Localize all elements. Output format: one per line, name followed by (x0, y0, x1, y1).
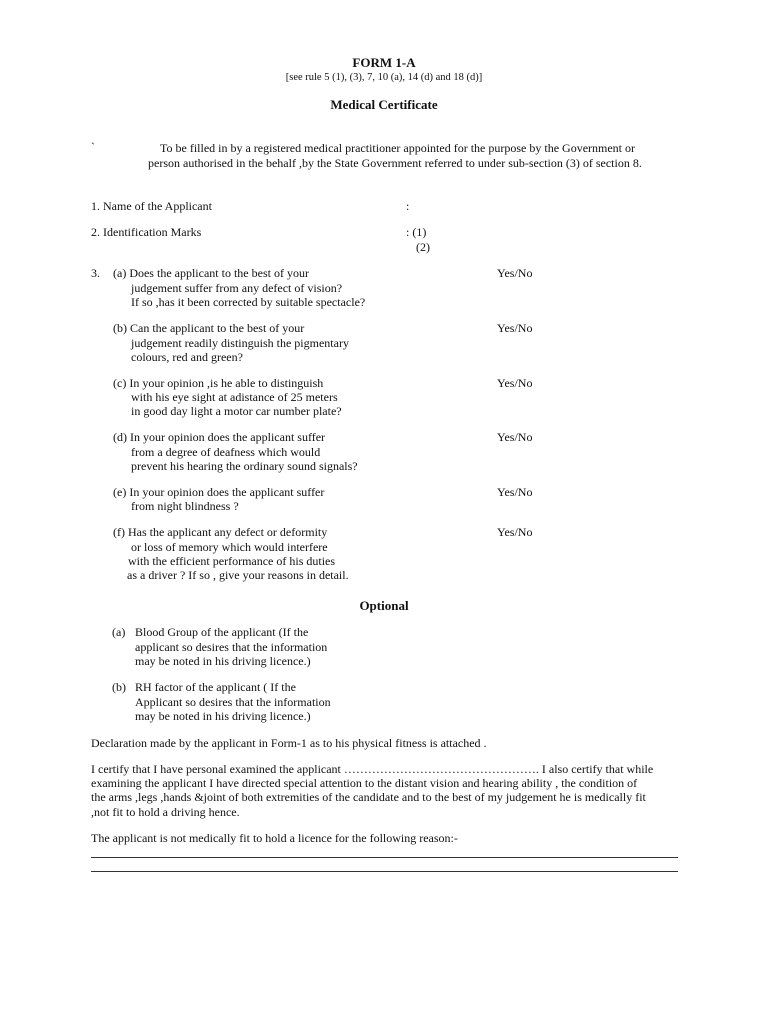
question-line: (b) Can the applicant to the best of your (113, 321, 305, 335)
question-line: from night blindness ? (131, 499, 239, 513)
intro-line-2: person authorised in the behalf ,by the State Government referred to under sub-section (3) of section 8. (148, 156, 642, 170)
certify-line: I certify that I have personal examined the applicant …………………………………………. I also certify that while (91, 762, 654, 776)
intro-line-1: To be filled in by a registered medical practitioner appointed for the purpose by the Government or (160, 141, 636, 155)
optional-line: may be noted in his driving licence.) (135, 709, 311, 723)
question-line: colours, red and green? (131, 350, 243, 364)
document-title: Medical Certificate (330, 97, 438, 112)
answer-yes-no: Yes/No (497, 485, 533, 499)
optional-a-label: (a) (112, 625, 126, 639)
question-line: judgement readily distinguish the pigmentary (131, 336, 349, 350)
optional-line: may be noted in his driving licence.) (135, 654, 311, 668)
answer-yes-no: Yes/No (497, 266, 533, 280)
certify-line: ,not fit to hold a driving hence. (91, 805, 240, 819)
question-line: (d) In your opinion does the applicant suffer (113, 430, 326, 444)
optional-line: RH factor of the applicant ( If the (135, 680, 296, 694)
declaration-text: Declaration made by the applicant in Form-1 as to his physical fitness is attached . (91, 736, 487, 750)
identification-mark-1: : (1) (406, 225, 427, 239)
question-line: in good day light a motor car number plate? (131, 404, 342, 418)
question-3-number: 3. (91, 266, 100, 280)
form-title: FORM 1-A (352, 55, 416, 70)
intro-mark: ` (91, 140, 95, 154)
question-line: or loss of memory which would interfere (131, 540, 328, 554)
rule-reference: [see rule 5 (1), (3), 7, 10 (a), 14 (d) and 18 (d)] (285, 72, 483, 83)
optional-b-label: (b) (112, 680, 126, 694)
identification-label: 2. Identification Marks (91, 225, 202, 239)
answer-yes-no: Yes/No (497, 525, 533, 539)
certify-line: examining the applicant I have directed special attention to the distant vision and hearing ability , the condition of (91, 776, 638, 790)
optional-line: Applicant so desires that the information (135, 695, 331, 709)
question-line: from a degree of deafness which would (131, 445, 321, 459)
question-line: (c) In your opinion ,is he able to distinguish (113, 376, 324, 390)
reason-blank-line-2[interactable] (91, 871, 678, 872)
question-line: (e) In your opinion does the applicant suffer (113, 485, 325, 499)
answer-yes-no: Yes/No (497, 376, 533, 390)
question-line: (a) Does the applicant to the best of your (113, 266, 309, 280)
question-line: prevent his hearing the ordinary sound signals? (131, 459, 358, 473)
question-line: If so ,has it been corrected by suitable spectacle? (131, 295, 366, 309)
reason-text: The applicant is not medically fit to hold a licence for the following reason:- (91, 831, 458, 845)
optional-heading: Optional (359, 598, 409, 613)
reason-blank-line-1[interactable] (91, 857, 678, 858)
question-line: with his eye sight at adistance of 25 meters (131, 390, 338, 404)
question-line: judgement suffer from any defect of vision? (131, 281, 343, 295)
question-line: (f) Has the applicant any defect or deformity (113, 525, 328, 539)
certify-line: the arms ,legs ,hands &joint of both extremities of the candidate and to the best of my judgement he is medically fit (91, 790, 646, 804)
answer-yes-no: Yes/No (497, 321, 533, 335)
answer-yes-no: Yes/No (497, 430, 533, 444)
question-line: with the efficient performance of his duties (128, 554, 336, 568)
question-line: as a driver ? If so , give your reasons in detail. (127, 568, 349, 582)
optional-line: Blood Group of the applicant (If the (135, 625, 309, 639)
name-label: 1. Name of the Applicant (91, 199, 212, 213)
name-colon: : (406, 199, 410, 213)
optional-line: applicant so desires that the information (135, 640, 328, 654)
identification-mark-2: (2) (416, 240, 430, 254)
